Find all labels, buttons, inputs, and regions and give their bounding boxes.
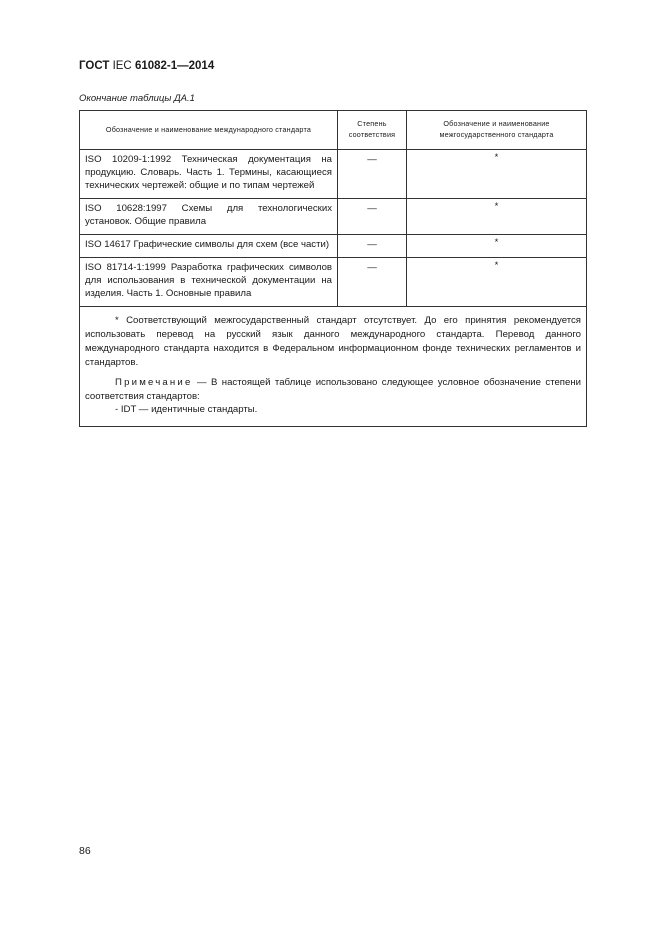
cell-national-standard: * xyxy=(407,235,587,258)
footnote-text: * Соответствующий межгосударственный стандарт отсутствует. До его принятия рекомендуется использовать перевод на русский язык данного международного стандарта. Перевод данного международного стандарта находится в Федеральном информационном фонде технических регламентов и стандартов. xyxy=(85,315,581,368)
column-header-degree: Степень соответствия xyxy=(338,111,407,150)
cell-national-standard: * xyxy=(407,150,587,199)
note-label: Примечание xyxy=(115,376,193,388)
header-gost: ГОСТ xyxy=(79,60,110,72)
cell-degree: — xyxy=(338,199,407,235)
note-paragraph xyxy=(85,376,581,404)
table-row xyxy=(80,199,587,235)
cell-national-standard: * xyxy=(407,258,587,307)
note-text: — В настоящей таблице использовано следующее условное обозначение степени соответствия стандартов: xyxy=(85,376,581,402)
cell-degree: — xyxy=(338,235,407,258)
table-row xyxy=(80,235,587,258)
table-caption: Окончание таблицы ДА.1 xyxy=(79,93,195,104)
cell-degree: — xyxy=(338,258,407,307)
table-header-row xyxy=(80,111,587,150)
document-header xyxy=(79,60,214,72)
page-number: 86 xyxy=(79,845,91,857)
header-number: 61082-1—2014 xyxy=(134,60,215,72)
header-iec: IEC xyxy=(112,60,132,72)
cell-international-standard: ISO 14617 Графические символы для схем (все части) xyxy=(80,235,338,258)
cell-national-standard: * xyxy=(407,199,587,235)
column-header-national: Обозначение и наименование межгосударственного стандарта xyxy=(407,111,587,150)
cell-international-standard: ISO 10209-1:1992 Техническая документация на продукцию. Словарь. Часть 1. Термины, касающиеся технических чертежей: общие и по типам чертежей xyxy=(80,150,338,199)
standards-table xyxy=(79,110,587,427)
column-header-international: Обозначение и наименование международного стандарта xyxy=(80,111,338,150)
note-item: - IDT — идентичные стандарты. xyxy=(115,404,258,416)
cell-international-standard: ISO 81714-1:1999 Разработка графических символов для использования в технической документации на изделия. Часть 1. Основные правила xyxy=(80,258,338,307)
cell-degree: — xyxy=(338,150,407,199)
table-row xyxy=(80,150,587,199)
table-row xyxy=(80,258,587,307)
table-notes-row xyxy=(80,307,587,427)
cell-international-standard: ISO 10628:1997 Схемы для технологических установок. Общие правила xyxy=(80,199,338,235)
table-notes xyxy=(80,307,587,427)
